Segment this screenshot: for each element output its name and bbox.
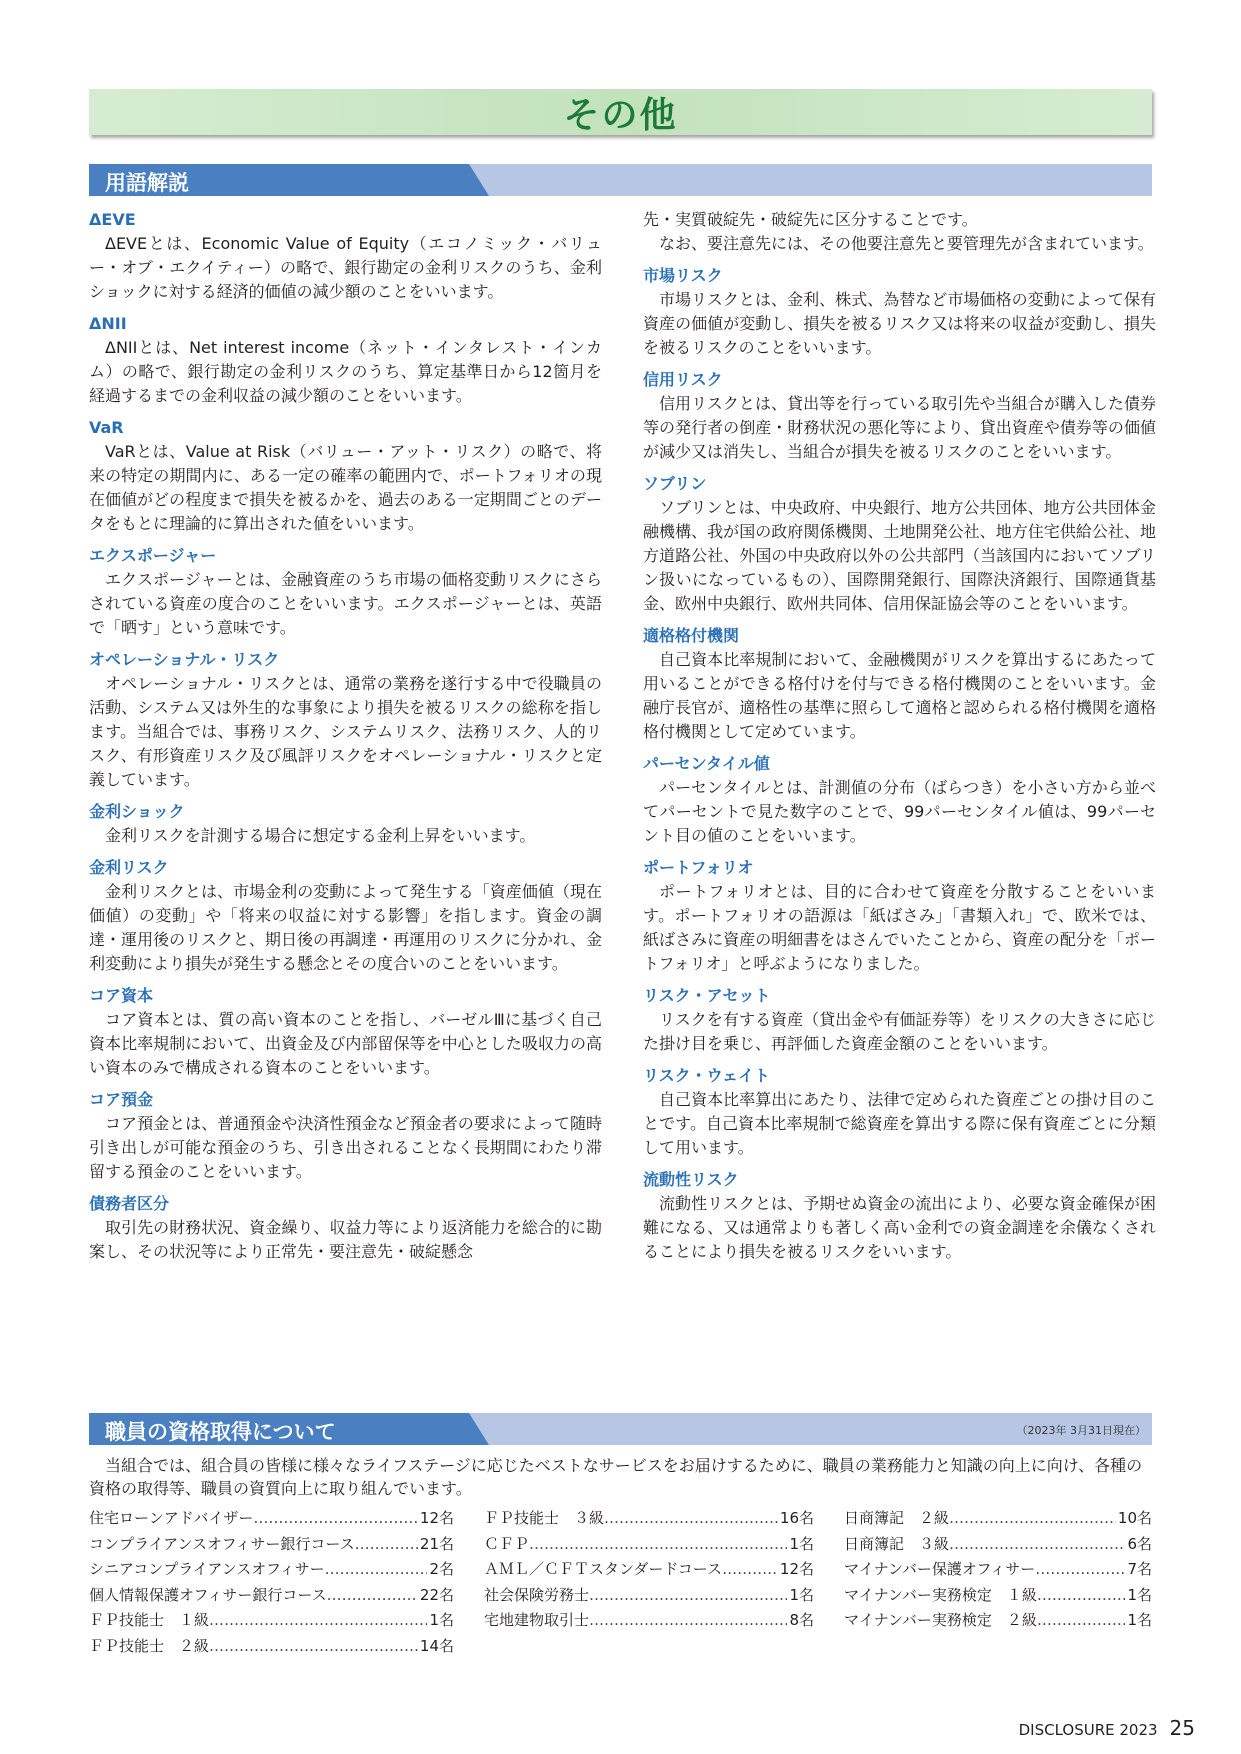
glossary-term: 金利ショック 金利リスクを計測する場合に想定する金利上昇をいいます。: [89, 802, 536, 845]
glossary-term: 債務者区分 取引先の財務状況、資金繰り、収益力等により返済能力を総合的に勘案し、その状況等により正常先・要注意先・破綻懸念: [89, 1194, 602, 1261]
glossary-term: 流動性リスク 流動性リスクとは、予期せぬ資金の流出により、必要な資金確保が困難になる、又は通常よりも著しく高い金利での資金調達を余儀なくされることにより損失を被るリスクをいいます。: [643, 1170, 1156, 1261]
list-item: 社会保険労務士 ………………………………………………………………………………………………… 1名: [484, 1583, 814, 1609]
glossary-term: 適格格付機関 自己資本比率規制において、金融機関がリスクを算出するにあたって用いることができる格付けを付与できる格付機関のことをいいます。金融庁長官が、適格性の基準に照らして適格と認められる格付機関を適格格付機関として定めています。: [643, 626, 1156, 741]
glossary-term: ポートフォリオ ポートフォリオとは、目的に合わせて資産を分散することをいいます。ポートフォリオの語源は「紙ばさみ」「書類入れ」で、欧米では、紙ばさみに資産の明細書をはさんでいたことから、資産の配分を「ポートフォリオ」と呼ぶようになりました。: [643, 858, 1156, 973]
list-item: 宅地建物取引士 ………………………………………………………………………………………………… 8名: [484, 1608, 814, 1634]
glossary-term: コア預金 コア預金とは、普通預金や決済性預金など預金者の要求によって随時引き出しが可能な預金のうち、引き出されることなく長期間にわたり滞留する預金のことをいいます。: [89, 1090, 602, 1181]
page-title-banner: [89, 89, 1152, 135]
glossary-term: リスク・アセット リスクを有する資産（貸出金や有価証券等）をリスクの大きさに応じた掛け目を乗じ、再評価した資産金額のことをいいます。: [643, 986, 1156, 1053]
page-number: 25: [1169, 1716, 1195, 1740]
glossary-term: パーセンタイル値 パーセンタイルとは、計測値の分布（ばらつき）を小さい方から並べてパーセントで見た数字のことで、99パーセンタイル値は、99パーセント目の値のことをいいます。: [643, 754, 1156, 845]
list-item: マイナンバー実務検定 １級 ………………………………………………………………………………………………… 1名: [844, 1583, 1152, 1609]
list-item: コンプライアンスオフィサー銀行コース ………………………………………………………………………………………………… 21名: [89, 1532, 454, 1558]
glossary-term: ΔEVE ΔEVEとは、Economic Value of Equity（エコノミック・バリュー・オブ・エクイティー）の略で、銀行勘定の金利リスクのうち、金利ショックに対する経済的価値の減少額のことをいいます。: [89, 210, 602, 301]
glossary-continuation: 先・実質破綻先・破綻先に区分することです。 なお、要注意先には、その他要注意先と要管理先が含まれています。: [643, 210, 1154, 253]
glossary-right-column: [643, 208, 1156, 1272]
list-item: マイナンバー実務検定 ２級 ………………………………………………………………………………………………… 1名: [844, 1608, 1152, 1634]
glossary-term: リスク・ウェイト 自己資本比率算出にあたり、法律で定められた資産ごとの掛け目のことです。自己資本比率規制で総資産を算出する際に保有資産ごとに分類して用います。: [643, 1066, 1156, 1157]
list-item: 日商簿記 ２級 ………………………………………………………………………………………………… 10名: [844, 1506, 1152, 1532]
list-item: マイナンバー保護オフィサー ………………………………………………………………………………………………… 7名: [844, 1557, 1152, 1583]
as-of-date: （2023年 3月31日現在）: [1016, 1424, 1146, 1437]
glossary-left-column: [89, 208, 602, 1272]
qualifications-list-3: [844, 1506, 1152, 1634]
list-item: シニアコンプライアンスオフィサー ………………………………………………………………………………………………… 2名: [89, 1557, 454, 1583]
list-item: ＦＰ技能士 １級 ………………………………………………………………………………………………… 1名: [89, 1608, 454, 1634]
list-item: 個人情報保護オフィサー銀行コース ………………………………………………………………………………………………… 22名: [89, 1583, 454, 1609]
list-item: 住宅ローンアドバイザー ………………………………………………………………………………………………… 12名: [89, 1506, 454, 1532]
glossary-term: オペレーショナル・リスク オペレーショナル・リスクとは、通常の業務を遂行する中で役職員の活動、システム又は外生的な事象により損失を被るリスクの総称を指します。当組合では、事務リスク、システムリスク、法務リスク、人的リスク、有形資産リスク及び風評リスクをオペレーショナル・リスクと定義しています。: [89, 650, 602, 789]
qualifications-list-1: [89, 1506, 454, 1659]
glossary-term: 信用リスク 信用リスクとは、貸出等を行っている取引先や当組合が購入した債券等の発行者の倒産・財務状況の悪化等により、貸出資産や債券等の価値が減少又は消失し、当組合が損失を被るリスクのことをいいます。: [643, 370, 1156, 461]
glossary-term: ΔNII ΔNIIとは、Net interest income（ネット・インタレスト・インカム）の略で、銀行勘定の金利リスクのうち、算定基準日から12箇月を経過するまでの金利収益の減少額のことをいいます。: [89, 314, 602, 405]
list-item: ＦＰ技能士 ２級 ………………………………………………………………………………………………… 14名: [89, 1634, 454, 1660]
glossary-term: ソブリン ソブリンとは、中央政府、中央銀行、地方公共団体、地方公共団体金融機構、我が国の政府関係機関、土地開発公社、地方住宅供給公社、地方道路公社、外国の中央政府以外の公共部門（当該国内においてソブリン扱いになっているもの）、国際開発銀行、国際決済銀行、国際通貨基金、欧州中央銀行、欧州共同体、信用保証協会等のことをいいます。: [643, 474, 1156, 613]
glossary-term: VaR VaRとは、Value at Risk（バリュー・アット・リスク）の略で、将来の特定の期間内に、ある一定の確率の範囲内で、ポートフォリオの現在価値がどの程度まで損失を被るかを、過去のある一定期間ごとのデータをもとに理論的に算出された値をいいます。: [89, 418, 602, 533]
glossary-term: エクスポージャー エクスポージャーとは、金融資産のうち市場の価格変動リスクにさらされている資産の度合のことをいいます。エクスポージャーとは、英語で「晒す」という意味です。: [89, 546, 602, 637]
glossary-section-header: [89, 164, 1152, 196]
list-item: ＡＭＬ／ＣＦＴスタンダードコース ………………………………………………………………………………………………… 12名: [484, 1557, 814, 1583]
page-footer: [1019, 1716, 1195, 1740]
list-item: ＣＦＰ ………………………………………………………………………………………………… 1名: [484, 1532, 814, 1558]
page-title: その他: [563, 93, 678, 136]
footer-label: DISCLOSURE 2023: [1018, 1721, 1158, 1739]
qualifications-list-2: [484, 1506, 814, 1634]
list-item: ＦＰ技能士 ３級 ………………………………………………………………………………………………… 16名: [484, 1506, 814, 1532]
qualifications-section-header: [89, 1413, 1152, 1445]
glossary-term: 市場リスク 市場リスクとは、金利、株式、為替など市場価格の変動によって保有資産の価値が変動し、損失を被るリスク又は将来の収益が変動し、損失を被るリスクのことをいいます。: [643, 266, 1156, 357]
glossary-term: コア資本 コア資本とは、質の高い資本のことを指し、バーゼルⅢに基づく自己資本比率規制において、出資金及び内部留保等を中心とした吸収力の高い資本のみで構成される資本のことをいいます。: [89, 986, 602, 1077]
list-item: 日商簿記 ３級 ………………………………………………………………………………………………… 6名: [844, 1532, 1152, 1558]
qualifications-heading: 職員の資格取得について: [105, 1420, 336, 1444]
glossary-term: 金利リスク 金利リスクとは、市場金利の変動によって発生する「資産価値（現在価値）の変動」や「将来の収益に対する影響」を指します。資金の調達・運用後のリスクと、期日後の再調達・再運用のリスクに分かれ、金利変動により損失が発生する懸念とその度合いのことをいいます。: [89, 858, 602, 973]
qualifications-intro: 当組合では、組合員の皆様に様々なライフステージに応じたベストなサービスをお届けするために、職員の業務能力と知識の向上に向け、各種の資格の取得等、職員の資質向上に取り組んでいます。: [89, 1456, 1143, 1498]
glossary-heading: 用語解説: [105, 171, 189, 195]
